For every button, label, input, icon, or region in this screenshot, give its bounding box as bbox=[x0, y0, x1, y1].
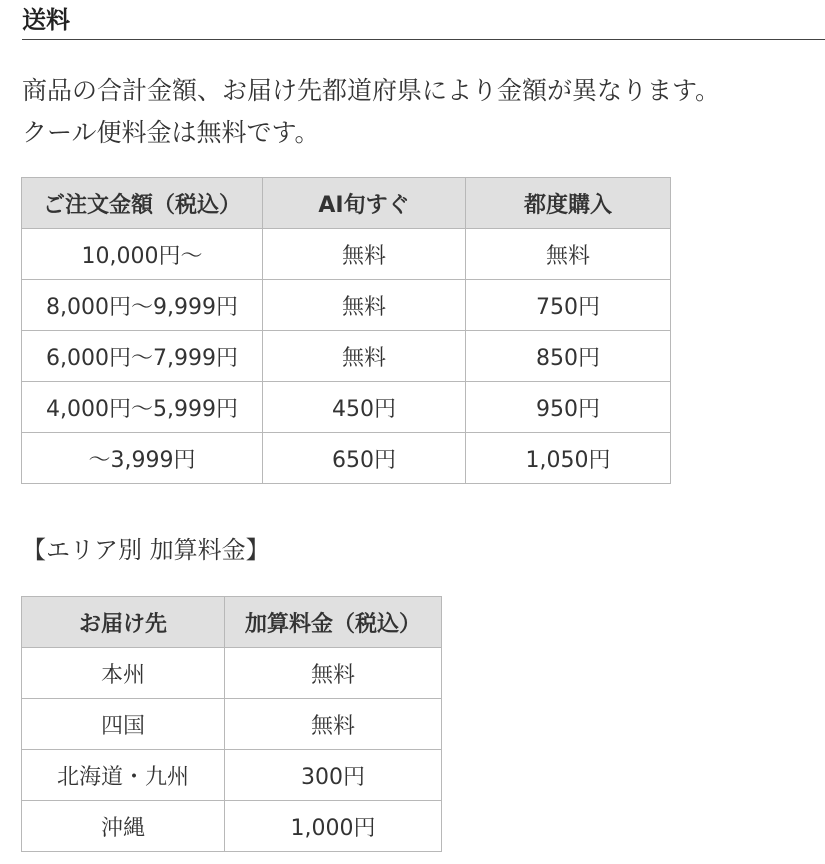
table-row bbox=[22, 331, 671, 382]
column-header-surcharge: 加算料金（税込） bbox=[225, 597, 442, 648]
single-purchase-fee-cell: 950円 bbox=[466, 382, 671, 433]
destination-cell: 北海道・九州 bbox=[22, 750, 225, 801]
lead-text bbox=[22, 70, 825, 154]
order-amount-cell: 〜3,999円 bbox=[22, 433, 263, 484]
destination-cell: 本州 bbox=[22, 648, 225, 699]
destination-cell: 沖縄 bbox=[22, 801, 225, 852]
table-header-row bbox=[22, 597, 442, 648]
ai-shunsugu-fee-cell: 無料 bbox=[263, 280, 466, 331]
single-purchase-fee-cell: 1,050円 bbox=[466, 433, 671, 484]
column-header-ai-shunsugu: AI旬すぐ bbox=[263, 178, 466, 229]
surcharge-cell: 1,000円 bbox=[225, 801, 442, 852]
ai-shunsugu-fee-cell: 無料 bbox=[263, 229, 466, 280]
surcharge-cell: 300円 bbox=[225, 750, 442, 801]
single-purchase-fee-cell: 750円 bbox=[466, 280, 671, 331]
table-row bbox=[22, 382, 671, 433]
single-purchase-fee-cell: 850円 bbox=[466, 331, 671, 382]
table-row bbox=[22, 229, 671, 280]
order-amount-cell: 4,000円〜5,999円 bbox=[22, 382, 263, 433]
table-row bbox=[22, 280, 671, 331]
lead-line: クール便料金は無料です。 bbox=[22, 118, 320, 147]
table-row bbox=[22, 433, 671, 484]
table-row bbox=[22, 648, 442, 699]
ai-shunsugu-fee-cell: 450円 bbox=[263, 382, 466, 433]
page-title: 送料 bbox=[22, 6, 70, 34]
table-header-row bbox=[22, 178, 671, 229]
section-heading bbox=[22, 2, 825, 40]
table-row bbox=[22, 801, 442, 852]
area-surcharge-table bbox=[21, 596, 442, 852]
column-header-destination: お届け先 bbox=[22, 597, 225, 648]
surcharge-cell: 無料 bbox=[225, 699, 442, 750]
ai-shunsugu-fee-cell: 無料 bbox=[263, 331, 466, 382]
order-amount-cell: 8,000円〜9,999円 bbox=[22, 280, 263, 331]
destination-cell: 四国 bbox=[22, 699, 225, 750]
shipping-fee-table bbox=[21, 177, 671, 484]
order-amount-cell: 10,000円〜 bbox=[22, 229, 263, 280]
area-surcharge-title: 【エリア別 加算料金】 bbox=[22, 536, 270, 564]
column-header-single-purchase: 都度購入 bbox=[466, 178, 671, 229]
single-purchase-fee-cell: 無料 bbox=[466, 229, 671, 280]
lead-line: 商品の合計金額、お届け先都道府県により金額が異なります。 bbox=[22, 76, 721, 105]
table-row bbox=[22, 699, 442, 750]
ai-shunsugu-fee-cell: 650円 bbox=[263, 433, 466, 484]
order-amount-cell: 6,000円〜7,999円 bbox=[22, 331, 263, 382]
table-row bbox=[22, 750, 442, 801]
column-header-order-amount: ご注文金額（税込） bbox=[22, 178, 263, 229]
surcharge-cell: 無料 bbox=[225, 648, 442, 699]
